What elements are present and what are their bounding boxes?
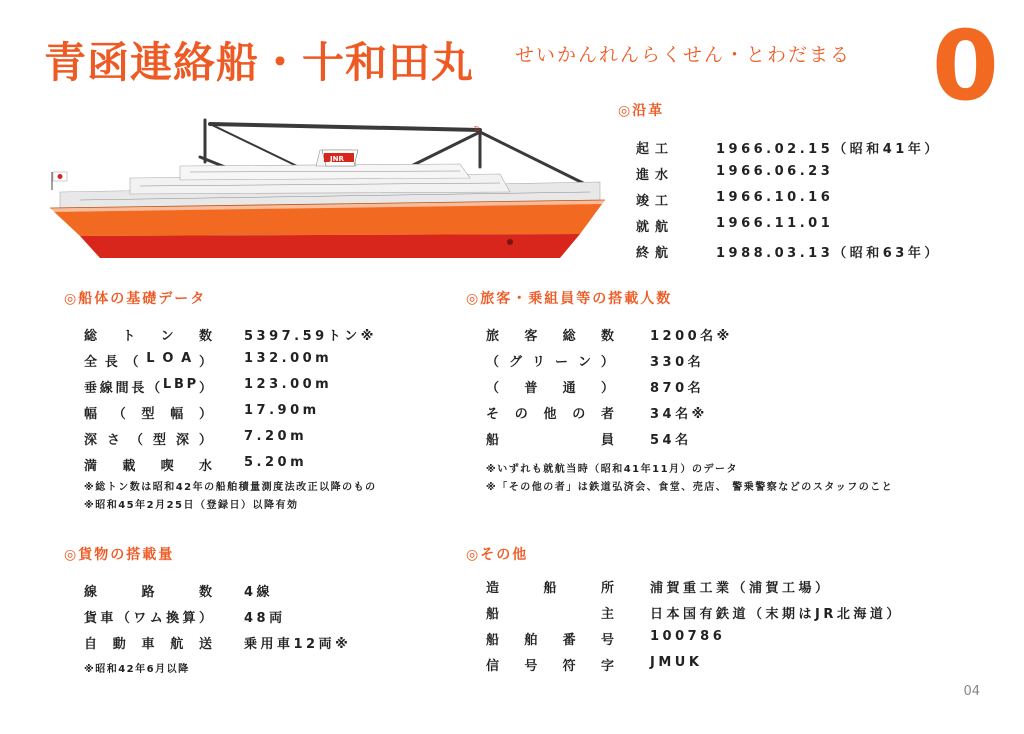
passengers-value: 1200名※ (650, 329, 733, 344)
other-label (486, 629, 614, 648)
label-char: （ (116, 611, 130, 626)
hull-label (84, 325, 212, 344)
other-value: 100786 (650, 629, 726, 644)
label-char: 全 (84, 355, 98, 370)
label-char: 航 (654, 246, 668, 261)
label-char: 載 (122, 459, 136, 474)
history-label (636, 216, 668, 235)
hull-label (84, 351, 212, 370)
ship-hull (50, 200, 605, 258)
label-char: 間 (115, 381, 129, 396)
history-label (636, 242, 668, 261)
hull-value: 132.00m (244, 351, 333, 366)
label-char: ） (600, 381, 614, 396)
label-char: O (162, 351, 174, 366)
label-char: 幅 (170, 407, 184, 422)
funnel (322, 150, 358, 166)
label-char: 号 (600, 633, 614, 648)
label-char: の (514, 407, 528, 422)
label-char: ） (198, 433, 212, 448)
label-char: 自 (84, 637, 98, 652)
history-label (636, 190, 668, 209)
history-value: 1966.11.01 (716, 216, 834, 231)
history-value: 1966.02.15（昭和41年） (716, 142, 941, 157)
label-char: 工 (654, 194, 668, 209)
other-value: 日本国有鉄道（末期はJR北海道） (650, 607, 903, 622)
label-char: ン (577, 355, 591, 370)
label-char: ワ (133, 611, 147, 626)
label-char: 船 (543, 581, 557, 596)
funnel-mark: JNR (330, 155, 344, 163)
passengers-value: 870名 (650, 381, 705, 396)
hull-note-2: ※昭和45年2月25日（登録日）以降有効 (84, 500, 299, 511)
label-char: 深 (84, 433, 98, 448)
other-heading: ◎その他 (466, 547, 529, 563)
label-char: 造 (486, 581, 500, 596)
label-char: 長 (104, 355, 118, 370)
other-value: 浦賀重工業（浦賀工場） (650, 581, 832, 596)
label-char: （ (486, 381, 500, 396)
page-number: 04 (963, 684, 980, 699)
hull-label (84, 455, 212, 474)
hull-value: 7.20m (244, 429, 308, 444)
label-char: 換 (166, 611, 180, 626)
label-char: L (162, 377, 172, 392)
hull-note-1: ※総トン数は昭和42年の船舶積量測度法改正以降のもの (84, 482, 377, 493)
passengers-label (486, 429, 614, 448)
label-char: （ (129, 433, 143, 448)
label-char: 貨 (84, 611, 98, 626)
cargo-value: 乗用車12両※ (244, 637, 352, 652)
history-label (636, 164, 668, 183)
label-char: 深 (175, 433, 189, 448)
label-char: 船 (486, 607, 500, 622)
cargo-label (84, 633, 212, 652)
label-char: 算 (182, 611, 196, 626)
label-char: 客 (524, 329, 538, 344)
label-char: 総 (562, 329, 576, 344)
label-char: 垂 (84, 381, 98, 396)
label-char: 所 (600, 581, 614, 596)
cargo-note: ※昭和42年6月以降 (84, 664, 190, 675)
label-char: 旅 (486, 329, 500, 344)
hull-label (84, 403, 212, 422)
cargo-value: 4線 (244, 585, 274, 600)
label-char: B (173, 377, 184, 392)
label-char: 員 (600, 433, 614, 448)
passengers-value: 330名 (650, 355, 705, 370)
hull-value: 5.20m (244, 455, 308, 470)
history-label (636, 138, 668, 157)
hull-heading: ◎船体の基礎データ (64, 291, 207, 307)
label-char: 者 (600, 407, 614, 422)
label-char: 線 (84, 585, 98, 600)
label-char: 終 (636, 246, 650, 261)
label-char: ） (198, 407, 212, 422)
other-value: JMUK (650, 655, 703, 670)
cargo-label (84, 581, 212, 600)
hull-label (84, 429, 212, 448)
history-heading: ◎沿革 (618, 103, 665, 119)
label-char: 水 (654, 168, 668, 183)
label-char: ） (600, 355, 614, 370)
label-char: そ (486, 407, 500, 422)
label-char: 満 (84, 459, 98, 474)
label-char: さ (106, 433, 120, 448)
label-char: 進 (636, 168, 650, 183)
label-char: 送 (198, 637, 212, 652)
crane-mark: Ts (474, 126, 480, 133)
label-char: ト (122, 329, 136, 344)
cargo-heading: ◎貨物の搭載量 (64, 547, 175, 563)
label-char: L (146, 351, 155, 366)
label-char: 水 (198, 459, 212, 474)
passengers-label (486, 403, 614, 422)
label-char: 船 (486, 433, 500, 448)
label-char: A (181, 351, 192, 366)
title-reading: せいかんれんらくせん・とわだまる (515, 44, 852, 66)
passengers-label (486, 377, 614, 396)
label-char: 型 (141, 407, 155, 422)
cargo-value: 48両 (244, 611, 286, 626)
label-char: （ (112, 407, 126, 422)
label-char: 喫 (160, 459, 174, 474)
japan-flag-icon (52, 172, 67, 190)
label-char: 型 (152, 433, 166, 448)
label-char: 符 (562, 659, 576, 674)
hull-value: 5397.59トン※ (244, 329, 377, 344)
history-value: 1966.06.23 (716, 164, 834, 179)
hull-value: 17.90m (244, 403, 320, 418)
label-char: 起 (636, 142, 650, 157)
label-char: 車 (141, 637, 155, 652)
hull-label (84, 377, 212, 396)
label-char: 総 (84, 329, 98, 344)
passengers-note-2: ※「その他の者」は鉄道弘済会、食堂、売店、 警乗警察などのスタッフのこと (486, 482, 894, 493)
page-title: 青函連絡船・十和田丸 (44, 38, 475, 87)
history-value: 1966.10.16 (716, 190, 834, 205)
label-char: 数 (600, 329, 614, 344)
passengers-heading: ◎旅客・乗組員等の搭載人数 (466, 291, 673, 307)
label-char: 信 (486, 659, 500, 674)
label-char: 通 (562, 381, 576, 396)
label-char: 就 (636, 220, 650, 235)
other-label (486, 577, 614, 596)
label-char: 長 (131, 381, 145, 396)
label-char: 他 (543, 407, 557, 422)
other-label (486, 655, 614, 674)
label-char: 番 (562, 633, 576, 648)
label-char: の (572, 407, 586, 422)
passengers-value: 54名 (650, 433, 692, 448)
label-char: 数 (198, 329, 212, 344)
label-char: 線 (99, 381, 113, 396)
passengers-label (486, 325, 614, 344)
label-char: 幅 (84, 407, 98, 422)
label-char: （ (486, 355, 500, 370)
label-char: 数 (198, 585, 212, 600)
label-char: 航 (654, 220, 668, 235)
label-char: ） (198, 381, 212, 396)
history-value: 1988.03.13（昭和63年） (716, 246, 941, 261)
label-char: 字 (600, 659, 614, 674)
label-char: ム (149, 611, 163, 626)
label-char: 主 (600, 607, 614, 622)
label-char: 動 (112, 637, 126, 652)
label-char: 竣 (636, 194, 650, 209)
passengers-note-1: ※いずれも就航当時（昭和41年11月）のデータ (486, 464, 739, 475)
hull-value: 123.00m (244, 377, 333, 392)
label-char: ン (160, 329, 174, 344)
series-number: 0 (932, 10, 999, 122)
label-char: 航 (170, 637, 184, 652)
cargo-label (84, 607, 212, 626)
label-char: グ (508, 355, 522, 370)
label-char: ） (198, 611, 212, 626)
label-char: ） (198, 355, 212, 370)
label-char: 工 (654, 142, 668, 157)
label-char: 車 (100, 611, 114, 626)
passengers-label (486, 351, 614, 370)
label-char: 号 (524, 659, 538, 674)
other-label (486, 603, 614, 622)
label-char: P (186, 377, 197, 392)
label-char: リ (531, 355, 545, 370)
label-char: 舶 (524, 633, 538, 648)
label-char: 普 (524, 381, 538, 396)
label-char: ー (554, 355, 568, 370)
label-char: 船 (486, 633, 500, 648)
label-char: （ (125, 355, 139, 370)
label-char: 路 (141, 585, 155, 600)
ship-illustration (40, 112, 615, 262)
passengers-value: 34名※ (650, 407, 708, 422)
label-char: （ (147, 381, 161, 396)
